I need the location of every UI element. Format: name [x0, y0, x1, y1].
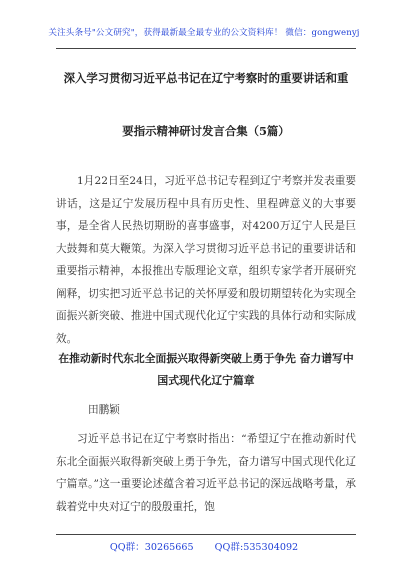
footer-qq-group-1: QQ群：30265665: [109, 542, 194, 553]
page-footer: [0, 539, 408, 553]
document-title-line-1: 深入学习贯彻习近平总书记在辽宁考察时的重要讲话和重: [63, 71, 349, 85]
header-notice: 关注头条号"公文研究"，获得最新最全最专业的公文资料库！ 微信：gongwenyj: [48, 28, 360, 38]
body-paragraph: 习近平总书记在辽宁考察时指出：“希望辽宁在推动新时代东北全面振兴取得新突破上勇于争先，奋力谱写中国式现代化辽宁篇章。”这一重要论述蕴含着习近平总书记的深远战略考量，承载着党中央对辽宁的殷殷重托，饱: [56, 433, 356, 513]
page-header: [0, 0, 408, 54]
intro-paragraph: 1月22日至24日，习近平总书记专程到辽宁考察并发表重要讲话，这是辽宁发展历程中具有历史性、里程碑意义的大事要事，是全省人民热切期盼的喜事盛事，对4200万辽宁人民是巨大鼓舞和莫大鞭策。为深入学习贯彻习近平总书记的重要讲话和重要指示精神，本报推出专版理论文章，组织专家学者开展研究阐释，切实把习近平总书记的关怀厚爱和殷切期望转化为实现全面振兴新突破、推进中国式现代化辽宁实践的具体行动和实际成效。: [56, 175, 356, 345]
header-divider: [56, 48, 356, 49]
document-title-line-2: 要指示精神研讨发言合集（5篇）: [122, 124, 290, 138]
footer-qq-group-2: QQ群:535304092: [214, 542, 299, 553]
section-heading: 在推动新时代东北全面振兴取得新突破上勇于争先 奋力谱写中国式现代化辽宁篇章: [58, 352, 354, 387]
footer-divider: [56, 534, 356, 535]
author-name: 田鹏颖: [88, 404, 120, 416]
